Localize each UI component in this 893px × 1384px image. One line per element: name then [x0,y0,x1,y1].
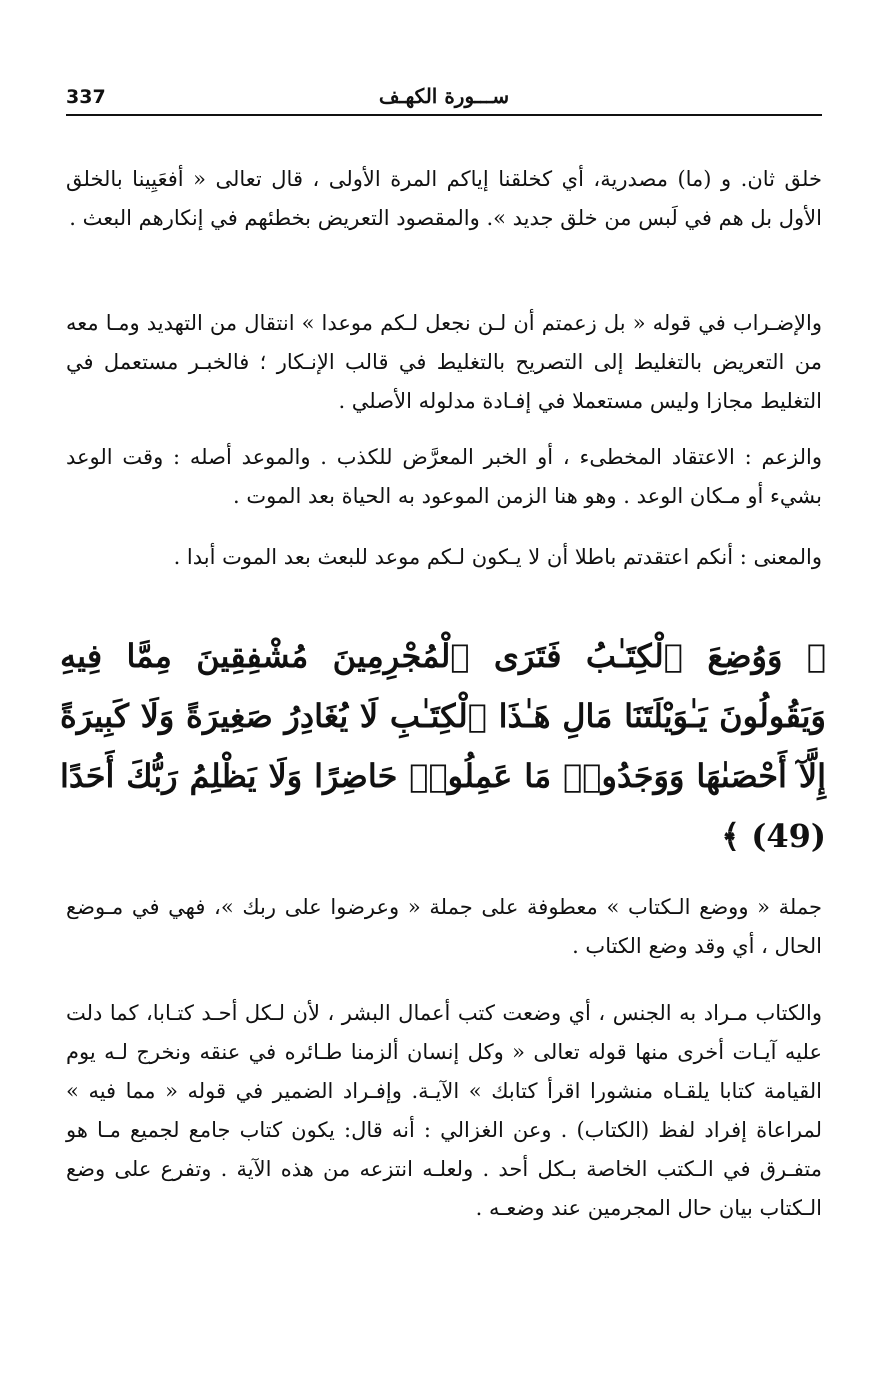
paragraph-zaam [66,438,822,516]
verse-text: وَوُضِعَ ٱلْكِتَـٰبُ فَتَرَى ٱلْمُجْرِمِينَ مُشْفِقِينَ مِمَّا فِيهِ وَيَقُولُونَ يَـٰوَيْلَتَنَا مَالِ هَـٰذَا ٱلْكِتَـٰبِ لَا يُغَادِرُ صَغِيرَةً وَلَا كَبِيرَةً إِلَّآ أَحْصَىٰهَا وَوَجَدُوا۟ مَا عَمِلُوا۟ حَاضِرًا وَلَا يَظْلِمُ رَبُّكَ أَحَدًا [60,637,826,795]
paragraph-text: جملة « ووضع الـكتاب » معطوفة على جملة « وعرضوا على ربك »، فهي في مـوضع الحال ، أي وقد وضع الكتاب . [66,895,822,958]
paragraph-text: والإضـراب في قوله « بل زعمتم أن لـن نجعل لـكم موعدا » انتقال من التهديد ومـا معه من التعريض بالتغليط إلى التصريح بالتغليط في قالب الإنـكار ؛ فالخبـر مستعمل في التغليط مجازا وليس مستعملا في إفـادة مدلوله الأصلي . [66,311,822,413]
page-header [66,82,822,116]
page-number: 337 [66,86,106,108]
paragraph-text: والمعنى : أنكم اعتقدتم باطلا أن لا يـكون لـكم موعد للبعث بعد الموت أبدا . [173,545,822,569]
commentary-book [66,994,822,1228]
paragraph-meaning [66,538,822,577]
paragraph-text: خلق ثان. و (ما) مصدرية، أي كخلقنا إياكم المرة الأولى ، قال تعالى « أفعَيِينا بالخلق الأول بل هم في لَبس من خلق جديد ». والمقصود التعريض بخطئهم في إنكارهم البعث . [66,167,822,230]
verse-number: (49) [751,817,826,855]
commentary-sentence [66,888,822,966]
quran-verse [60,626,826,866]
verse-open-bracket: ﴿ [806,637,827,675]
surah-title: ســـورة الكهـف [378,84,510,108]
paragraph-text: والكتاب مـراد به الجنس ، أي وضعت كتب أعمال البشر ، لأن لـكل أحـد كتـابا، كما دلت عليه آيـات أخرى منها قوله تعالى « وكل إنسان ألزمنا طـائره في عنقه ونخرج لـه يوم القيامة كتابا يلقـاه منشورا اقرأ كتابك » الآيـة. وإفـراد الضمير في قوله « مما فيه » لمراعاة إفراد لفظ (الكتاب) . وعن الغزالي : أنه قال: يكون كتاب جامع لجميع مـا هو متفـرق في الـكتب الخاصة بـكل أحد . ولعلـه انتزعه من هذه الآية . وتفرع على وضع الـكتاب بيان حال المجرمين عند وضعـه . [66,1001,822,1220]
verse-line [60,626,826,866]
paragraph-creation [66,160,822,238]
paragraph-text: والزعم : الاعتقاد المخطىء ، أو الخبر المعرَّض للكذب . والموعد أصله : وقت الوعد بشيء أو مـكان الوعد . وهو هنا الزمن الموعود به الحياة بعد الموت . [66,445,822,508]
paragraph-idrab [66,304,822,421]
verse-close-bracket: ﴾ [721,817,741,855]
